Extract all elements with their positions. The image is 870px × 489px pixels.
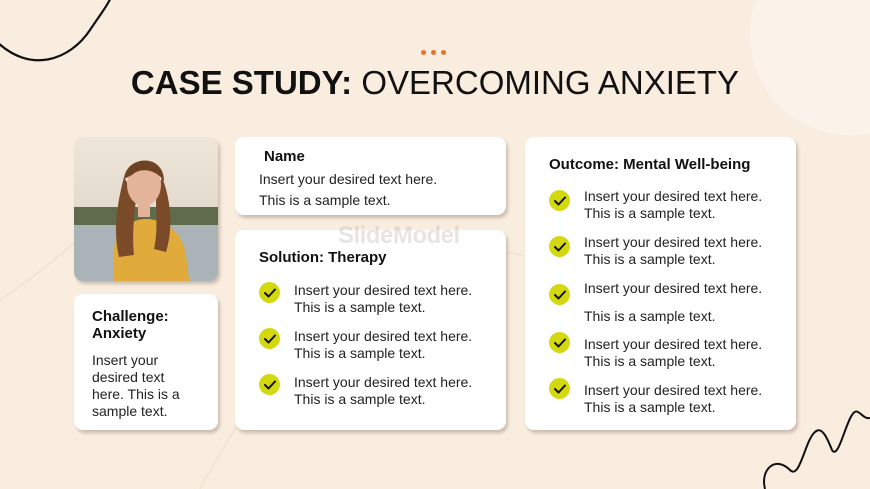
- outcome-item-line1: Insert your desired text here.: [584, 382, 763, 398]
- outcome-item-line2: This is a sample text.: [584, 308, 716, 324]
- check-icon: [259, 374, 280, 395]
- solution-item-line2: This is a sample text.: [294, 299, 426, 315]
- outcome-item: [549, 188, 784, 222]
- outcome-card: [525, 137, 796, 430]
- name-heading: Name: [264, 148, 305, 165]
- title-bold: CASE STUDY:: [130, 64, 353, 101]
- scribble-top-left: [0, 0, 112, 60]
- solution-item: [259, 374, 494, 408]
- solution-item-line1: Insert your desired text here.: [294, 282, 473, 298]
- accent-dots: [421, 50, 446, 55]
- outcome-item: [549, 382, 784, 416]
- solution-card: [235, 230, 506, 430]
- outcome-item: [549, 280, 784, 325]
- check-icon: [259, 282, 280, 303]
- outcome-item-line1: Insert your desired text here.: [584, 234, 763, 250]
- check-icon: [259, 328, 280, 349]
- name-line1: Insert your desired text here.: [259, 171, 438, 187]
- check-icon: [549, 378, 570, 399]
- outcome-heading: Outcome: Mental Well-being: [549, 156, 751, 173]
- outcome-item-line2: This is a sample text.: [584, 353, 716, 369]
- outcome-item: [549, 336, 784, 370]
- check-icon: [549, 236, 570, 257]
- outcome-item-line2: This is a sample text.: [584, 251, 716, 267]
- person-illustration: [74, 137, 218, 281]
- challenge-heading-line1: Challenge:: [92, 308, 169, 325]
- check-icon: [549, 284, 570, 305]
- challenge-card: [74, 294, 218, 430]
- solution-item: [259, 328, 494, 362]
- solution-item-line2: This is a sample text.: [294, 391, 426, 407]
- challenge-heading: [92, 308, 169, 342]
- name-line2: This is a sample text.: [259, 192, 391, 208]
- solution-item: [259, 282, 494, 316]
- check-icon: [549, 332, 570, 353]
- profile-photo: [74, 137, 218, 281]
- accent-dot: [441, 50, 446, 55]
- outcome-item-line2: This is a sample text.: [584, 205, 716, 221]
- outcome-item-line2: This is a sample text.: [584, 399, 716, 415]
- solution-heading: Solution: Therapy: [259, 249, 387, 266]
- check-icon: [549, 190, 570, 211]
- outcome-item-line1: Insert your desired text here.: [584, 336, 763, 352]
- outcome-item-line1: Insert your desired text here.: [584, 280, 763, 296]
- outcome-item: [549, 234, 784, 268]
- slide-title: [0, 64, 870, 102]
- challenge-body: Insert your desired text here. This is a sample text.: [92, 352, 180, 419]
- watermark-logo: SlideModel: [338, 222, 460, 249]
- challenge-heading-line2: Anxiety: [92, 325, 147, 342]
- name-card: [235, 137, 506, 215]
- accent-dot: [421, 50, 426, 55]
- accent-dot: [431, 50, 436, 55]
- solution-item-line2: This is a sample text.: [294, 345, 426, 361]
- outcome-item-line1: Insert your desired text here.: [584, 188, 763, 204]
- solution-item-line1: Insert your desired text here.: [294, 374, 473, 390]
- title-rest: OVERCOMING ANXIETY: [361, 64, 740, 101]
- solution-item-line1: Insert your desired text here.: [294, 328, 473, 344]
